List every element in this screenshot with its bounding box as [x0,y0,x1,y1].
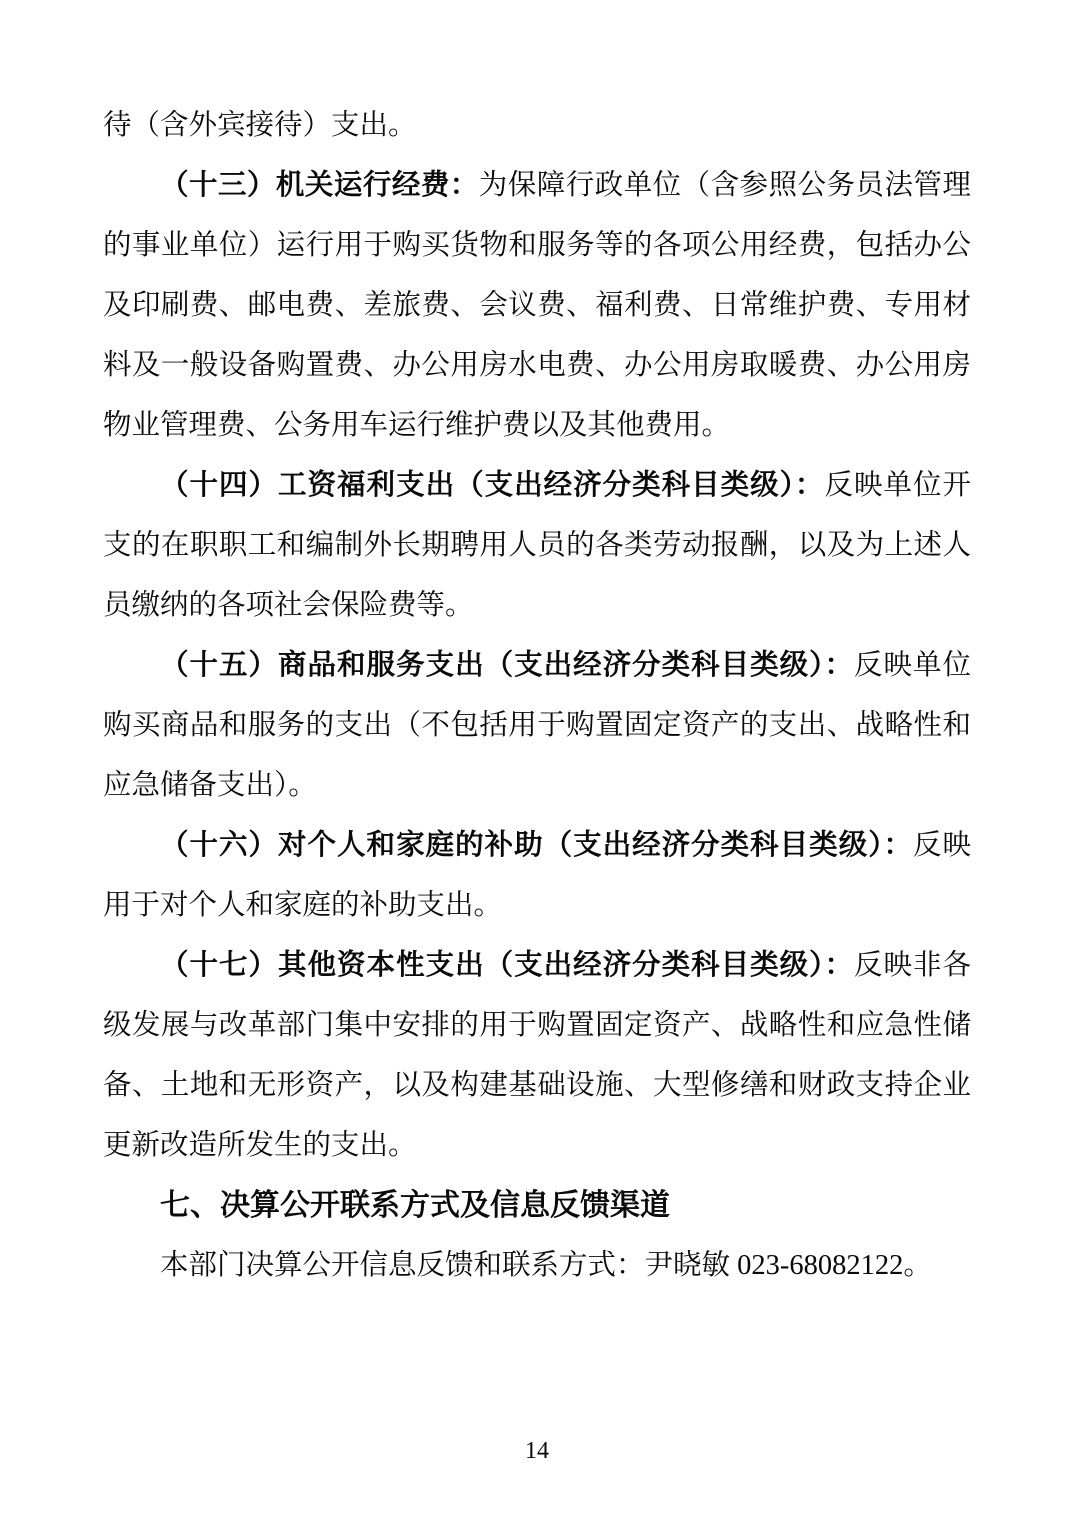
paragraph-text: 反映非各级发展与改革部门集中安排的用于购置固定资产、战略性和应急性储备、土地和无形资产，以及构建基础设施、大型修缮和财政支持企业更新改造所发生的支出。 [103,950,971,1161]
section-heading: 七、决算公开联系方式及信息反馈渠道 [160,1189,670,1222]
paragraph-text: 反映单位购买商品和服务的支出（不包括用于购置固定资产的支出、战略性和应急储备支出）。 [103,650,971,801]
paragraph [103,156,971,456]
paragraph-lead: （十五）商品和服务支出（支出经济分类科目类级）： [160,650,854,681]
paragraph [103,816,971,936]
paragraph-text: 反映用于对个人和家庭的补助支出。 [103,830,971,921]
paragraph-lead: （十四）工资福利支出（支出经济分类科目类级）： [160,470,825,501]
page-number: 14 [525,1438,549,1464]
contact-line: 本部门决算公开信息反馈和联系方式：尹晓敏 023-68082122。 [160,1250,932,1281]
continuation-paragraph [103,96,971,156]
continuation-text: 待（含外宾接待）支出。 [103,110,417,141]
paragraph [103,636,971,816]
paragraph [103,936,971,1176]
paragraph [103,456,971,636]
paragraph-lead: （十七）其他资本性支出（支出经济分类科目类级）： [160,950,854,981]
paragraph-text: 为保障行政单位（含参照公务员法管理的事业单位）运行用于购买货物和服务等的各项公用经费，包括办公及印刷费、邮电费、差旅费、会议费、福利费、日常维护费、专用材料及一般设备购置费、办公用房水电费、办公用房取暖费、办公用房物业管理费、公务用车运行维护费以及其他费用。 [103,170,971,441]
paragraph-lead: （十三）机关运行经费： [160,170,479,201]
paragraph-text: 反映单位开支的在职职工和编制外长期聘用人员的各类劳动报酬，以及为上述人员缴纳的各项社会保险费等。 [103,470,971,621]
paragraph-lead: （十六）对个人和家庭的补助（支出经济分类科目类级）： [160,830,913,861]
document-body [103,96,971,1296]
